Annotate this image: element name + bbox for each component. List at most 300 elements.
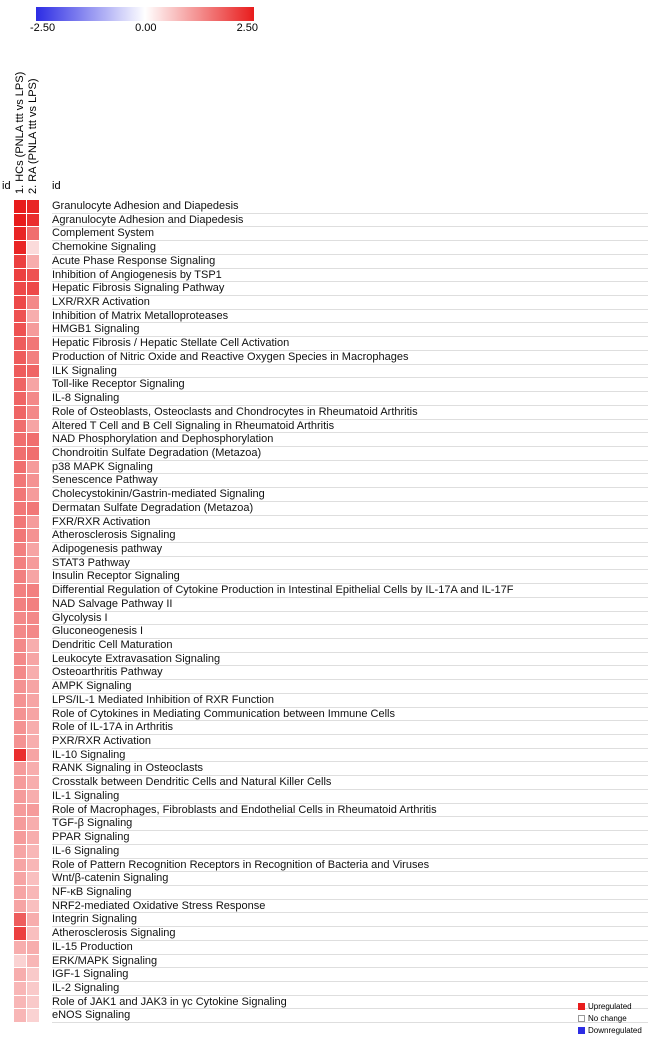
heatmap-cell[interactable] — [27, 420, 39, 433]
row-cells — [14, 392, 39, 406]
heatmap-cell[interactable] — [14, 420, 26, 433]
heatmap-cell[interactable] — [27, 474, 39, 487]
heatmap-cell[interactable] — [27, 378, 39, 391]
heatmap-cell[interactable] — [14, 708, 26, 721]
table-row — [14, 941, 648, 955]
heatmap-cell[interactable] — [27, 790, 39, 803]
legend-item-upregulated — [578, 1002, 642, 1011]
heatmap-cell[interactable] — [27, 955, 39, 968]
heatmap-cell[interactable] — [14, 968, 26, 981]
heatmap-cell[interactable] — [27, 282, 39, 295]
pathway-label: IL-1 Signaling — [52, 790, 648, 804]
row-cells — [14, 790, 39, 804]
row-cells — [14, 255, 39, 269]
heatmap-cell[interactable] — [27, 337, 39, 350]
heatmap-cell[interactable] — [14, 982, 26, 995]
heatmap-cell[interactable] — [14, 859, 26, 872]
pathway-label: AMPK Signaling — [52, 680, 648, 694]
heatmap-cell[interactable] — [27, 543, 39, 556]
pathway-label: Role of Cytokines in Mediating Communication between Immune Cells — [52, 708, 648, 722]
table-row — [14, 584, 648, 598]
table-row — [14, 433, 648, 447]
heatmap-cell[interactable] — [14, 543, 26, 556]
pathway-label: Atherosclerosis Signaling — [52, 927, 648, 941]
row-cells — [14, 214, 39, 228]
heatmap-cell[interactable] — [27, 941, 39, 954]
pathway-label: Role of Osteoblasts, Osteoclasts and Chondrocytes in Rheumatoid Arthritis — [52, 406, 648, 420]
legend-label-downregulated: Downregulated — [588, 1026, 642, 1035]
heatmap-cell[interactable] — [14, 200, 26, 213]
pathway-label: Chemokine Signaling — [52, 241, 648, 255]
pathway-label: PXR/RXR Activation — [52, 735, 648, 749]
pathway-label: Granulocyte Adhesion and Diapedesis — [52, 200, 648, 214]
no-change-swatch-icon — [578, 1015, 585, 1022]
heatmap-cell[interactable] — [14, 461, 26, 474]
heatmap-cell[interactable] — [14, 804, 26, 817]
row-cells — [14, 337, 39, 351]
heatmap-cell[interactable] — [14, 310, 26, 323]
legend-label-upregulated: Upregulated — [588, 1002, 632, 1011]
pathway-label: FXR/RXR Activation — [52, 516, 648, 530]
heatmap-cell[interactable] — [27, 968, 39, 981]
heatmap-cell[interactable] — [14, 955, 26, 968]
heatmap-cell[interactable] — [27, 365, 39, 378]
row-cells — [14, 420, 39, 434]
table-row — [14, 570, 648, 584]
heatmap-cell[interactable] — [14, 1009, 26, 1022]
heatmap-cell[interactable] — [27, 886, 39, 899]
row-cells — [14, 323, 39, 337]
heatmap-cell[interactable] — [27, 447, 39, 460]
table-row — [14, 392, 648, 406]
heatmap-cell[interactable] — [27, 516, 39, 529]
heatmap-cell[interactable] — [14, 529, 26, 542]
table-row — [14, 529, 648, 543]
pathway-label: Role of Pattern Recognition Receptors in Recognition of Bacteria and Viruses — [52, 859, 648, 873]
table-row — [14, 845, 648, 859]
pathway-label: Wnt/β-catenin Signaling — [52, 872, 648, 886]
heatmap-cell[interactable] — [14, 941, 26, 954]
row-cells — [14, 845, 39, 859]
row-cells — [14, 872, 39, 886]
row-cells — [14, 200, 39, 214]
row-cells — [14, 529, 39, 543]
pathway-label: eNOS Signaling — [52, 1009, 648, 1023]
heatmap-cell[interactable] — [14, 776, 26, 789]
heatmap-cell[interactable] — [27, 817, 39, 830]
row-cells — [14, 735, 39, 749]
pathway-label: Gluconeogenesis I — [52, 625, 648, 639]
heatmap-cell[interactable] — [27, 831, 39, 844]
row-cells — [14, 516, 39, 530]
table-row — [14, 708, 648, 722]
row-cells — [14, 570, 39, 584]
heatmap-cell[interactable] — [14, 447, 26, 460]
row-cells — [14, 461, 39, 475]
heatmap-cell[interactable] — [27, 666, 39, 679]
row-cells — [14, 557, 39, 571]
heatmap-cell[interactable] — [14, 406, 26, 419]
heatmap-cell[interactable] — [14, 996, 26, 1009]
table-row — [14, 749, 648, 763]
pathway-label: Differential Regulation of Cytokine Production in Intestinal Epithelial Cells by IL-17A and IL-17F — [52, 584, 648, 598]
row-cells — [14, 776, 39, 790]
heatmap-cell[interactable] — [27, 214, 39, 227]
pathway-label: IL-10 Signaling — [52, 749, 648, 763]
pathway-label: Acute Phase Response Signaling — [52, 255, 648, 269]
table-row — [14, 255, 648, 269]
pathway-label: NAD Phosphorylation and Dephosphorylation — [52, 433, 648, 447]
heatmap-cell[interactable] — [14, 735, 26, 748]
table-row — [14, 474, 648, 488]
row-cells — [14, 612, 39, 626]
table-row — [14, 612, 648, 626]
pathway-label: HMGB1 Signaling — [52, 323, 648, 337]
row-cells — [14, 598, 39, 612]
heatmap-cell[interactable] — [14, 612, 26, 625]
table-row — [14, 502, 648, 516]
legend-label-no-change: No change — [588, 1014, 627, 1023]
table-row — [14, 557, 648, 571]
heatmap-cell[interactable] — [27, 557, 39, 570]
pathway-label: Role of Macrophages, Fibroblasts and Endothelial Cells in Rheumatoid Arthritis — [52, 804, 648, 818]
heatmap-cell[interactable] — [14, 378, 26, 391]
table-row — [14, 351, 648, 365]
downregulated-swatch-icon — [578, 1027, 585, 1034]
row-cells — [14, 584, 39, 598]
table-row — [14, 913, 648, 927]
heatmap-cell[interactable] — [14, 433, 26, 446]
pathway-label: Role of IL-17A in Arthritis — [52, 721, 648, 735]
heatmap-cell[interactable] — [27, 488, 39, 501]
row-cells — [14, 968, 39, 982]
heatmap-cell[interactable] — [27, 996, 39, 1009]
table-row — [14, 859, 648, 873]
heatmap-cell[interactable] — [27, 612, 39, 625]
row-cells — [14, 639, 39, 653]
row-cells — [14, 474, 39, 488]
heatmap-cell[interactable] — [27, 927, 39, 940]
table-row — [14, 625, 648, 639]
heatmap-cell[interactable] — [14, 269, 26, 282]
heatmap-cell[interactable] — [14, 323, 26, 336]
row-cells — [14, 502, 39, 516]
table-row — [14, 666, 648, 680]
heatmap-cell[interactable] — [14, 927, 26, 940]
row-cells — [14, 269, 39, 283]
heatmap-body — [14, 200, 648, 1023]
row-cells — [14, 680, 39, 694]
table-row — [14, 694, 648, 708]
heatmap-cell[interactable] — [14, 845, 26, 858]
pathway-label: LPS/IL-1 Mediated Inhibition of RXR Function — [52, 694, 648, 708]
colorbar-mid-label: 0.00 — [135, 22, 157, 34]
heatmap-cell[interactable] — [14, 625, 26, 638]
pathway-label: Toll-like Receptor Signaling — [52, 378, 648, 392]
table-row — [14, 762, 648, 776]
id-header-pathways: id — [52, 180, 61, 192]
heatmap-cell[interactable] — [14, 516, 26, 529]
table-row — [14, 365, 648, 379]
table-row — [14, 790, 648, 804]
heatmap-cell[interactable] — [14, 598, 26, 611]
heatmap-cell[interactable] — [14, 680, 26, 693]
pathway-label: Inhibition of Matrix Metalloproteases — [52, 310, 648, 324]
table-row — [14, 516, 648, 530]
row-cells — [14, 694, 39, 708]
heatmap-cell[interactable] — [27, 900, 39, 913]
row-cells — [14, 351, 39, 365]
row-cells — [14, 886, 39, 900]
heatmap-cell[interactable] — [27, 529, 39, 542]
pathway-label: Altered T Cell and B Cell Signaling in Rheumatoid Arthritis — [52, 420, 648, 434]
heatmap-cell[interactable] — [27, 392, 39, 405]
row-cells — [14, 831, 39, 845]
heatmap-cell[interactable] — [27, 323, 39, 336]
row-cells — [14, 913, 39, 927]
heatmap-cell[interactable] — [27, 680, 39, 693]
table-row — [14, 269, 648, 283]
heatmap-cell[interactable] — [14, 570, 26, 583]
table-row — [14, 310, 648, 324]
pathway-label: Role of JAK1 and JAK3 in γc Cytokine Signaling — [52, 996, 648, 1010]
heatmap-cell[interactable] — [27, 913, 39, 926]
row-cells — [14, 282, 39, 296]
table-row — [14, 927, 648, 941]
table-row — [14, 982, 648, 996]
table-row — [14, 900, 648, 914]
pathway-label: Senescence Pathway — [52, 474, 648, 488]
row-cells — [14, 1009, 39, 1023]
row-cells — [14, 927, 39, 941]
legend-item-downregulated — [578, 1026, 642, 1035]
table-row — [14, 886, 648, 900]
pathway-label: Cholecystokinin/Gastrin-mediated Signaling — [52, 488, 648, 502]
row-cells — [14, 365, 39, 379]
heatmap-cell[interactable] — [27, 708, 39, 721]
heatmap-cell[interactable] — [27, 406, 39, 419]
heatmap-cell[interactable] — [27, 694, 39, 707]
row-cells — [14, 666, 39, 680]
pathway-label: Dermatan Sulfate Degradation (Metazoa) — [52, 502, 648, 516]
table-row — [14, 241, 648, 255]
table-row — [14, 488, 648, 502]
heatmap-cell[interactable] — [27, 1009, 39, 1022]
heatmap-cell[interactable] — [14, 474, 26, 487]
colorbar-labels — [30, 22, 258, 34]
row-cells — [14, 996, 39, 1010]
heatmap-cell[interactable] — [27, 872, 39, 885]
heatmap-cell[interactable] — [14, 365, 26, 378]
table-row — [14, 831, 648, 845]
pathway-label: NAD Salvage Pathway II — [52, 598, 648, 612]
table-row — [14, 639, 648, 653]
pathway-label: IL-8 Signaling — [52, 392, 648, 406]
heatmap-cell[interactable] — [14, 296, 26, 309]
heatmap-cell[interactable] — [14, 749, 26, 762]
pathway-label: Leukocyte Extravasation Signaling — [52, 653, 648, 667]
heatmap-cell[interactable] — [14, 900, 26, 913]
heatmap-cell[interactable] — [27, 749, 39, 762]
heatmap-cell[interactable] — [27, 639, 39, 652]
table-row — [14, 872, 648, 886]
table-row — [14, 804, 648, 818]
pathway-label: IGF-1 Signaling — [52, 968, 648, 982]
heatmap-cell[interactable] — [27, 433, 39, 446]
heatmap-cell[interactable] — [27, 241, 39, 254]
row-cells — [14, 653, 39, 667]
heatmap-cell[interactable] — [14, 584, 26, 597]
heatmap-cell[interactable] — [27, 598, 39, 611]
table-row — [14, 680, 648, 694]
table-row — [14, 214, 648, 228]
heatmap-cell[interactable] — [14, 282, 26, 295]
pathway-label: RANK Signaling in Osteoclasts — [52, 762, 648, 776]
id-header-columns: id — [2, 180, 11, 192]
heatmap-cell[interactable] — [14, 790, 26, 803]
row-cells — [14, 900, 39, 914]
pathway-label: IL-2 Signaling — [52, 982, 648, 996]
heatmap-cell[interactable] — [27, 584, 39, 597]
pathway-label: NRF2-mediated Oxidative Stress Response — [52, 900, 648, 914]
heatmap-cell[interactable] — [14, 337, 26, 350]
upregulated-swatch-icon — [578, 1003, 585, 1010]
row-cells — [14, 817, 39, 831]
heatmap-cell[interactable] — [14, 762, 26, 775]
pathway-label: ILK Signaling — [52, 365, 648, 379]
pathway-label: LXR/RXR Activation — [52, 296, 648, 310]
heatmap-cell[interactable] — [14, 886, 26, 899]
row-cells — [14, 296, 39, 310]
heatmap-cell[interactable] — [27, 269, 39, 282]
table-row — [14, 447, 648, 461]
heatmap-cell[interactable] — [14, 666, 26, 679]
pathway-label: Chondroitin Sulfate Degradation (Metazoa) — [52, 447, 648, 461]
heatmap-cell[interactable] — [27, 845, 39, 858]
table-row — [14, 406, 648, 420]
heatmap-cell[interactable] — [27, 296, 39, 309]
table-row — [14, 735, 648, 749]
heatmap-cell[interactable] — [27, 859, 39, 872]
pathway-label: Glycolysis I — [52, 612, 648, 626]
heatmap-cell[interactable] — [27, 653, 39, 666]
heatmap-cell[interactable] — [14, 392, 26, 405]
row-cells — [14, 227, 39, 241]
column-header-ra: 2. RA (PNLA ttt vs LPS) — [27, 78, 39, 194]
pathway-label: Complement System — [52, 227, 648, 241]
table-row — [14, 653, 648, 667]
heatmap-cell[interactable] — [14, 502, 26, 515]
table-row — [14, 721, 648, 735]
table-row — [14, 996, 648, 1010]
row-cells — [14, 310, 39, 324]
row-cells — [14, 406, 39, 420]
heatmap-cell[interactable] — [27, 227, 39, 240]
table-row — [14, 227, 648, 241]
heatmap-cell[interactable] — [27, 776, 39, 789]
heatmap-cell[interactable] — [27, 461, 39, 474]
heatmap-cell[interactable] — [27, 351, 39, 364]
heatmap-cell[interactable] — [27, 310, 39, 323]
heatmap-cell[interactable] — [14, 557, 26, 570]
heatmap-cell[interactable] — [14, 639, 26, 652]
pathway-label: Integrin Signaling — [52, 913, 648, 927]
heatmap-cell[interactable] — [27, 721, 39, 734]
row-cells — [14, 859, 39, 873]
heatmap-cell[interactable] — [14, 913, 26, 926]
legend — [578, 1002, 642, 1035]
pathway-label: PPAR Signaling — [52, 831, 648, 845]
heatmap-cell[interactable] — [27, 625, 39, 638]
pathway-label: Adipogenesis pathway — [52, 543, 648, 557]
colorbar-gradient — [36, 7, 254, 21]
row-cells — [14, 749, 39, 763]
heatmap-cell[interactable] — [27, 762, 39, 775]
heatmap-cell[interactable] — [14, 653, 26, 666]
heatmap-cell[interactable] — [27, 255, 39, 268]
pathway-label: Osteoarthritis Pathway — [52, 666, 648, 680]
pathway-label: NF-κB Signaling — [52, 886, 648, 900]
pathway-label: IL-6 Signaling — [52, 845, 648, 859]
pathway-label: Dendritic Cell Maturation — [52, 639, 648, 653]
table-row — [14, 955, 648, 969]
heatmap-cell[interactable] — [27, 982, 39, 995]
row-cells — [14, 804, 39, 818]
row-cells — [14, 447, 39, 461]
heatmap-cell[interactable] — [14, 351, 26, 364]
heatmap-cell[interactable] — [14, 817, 26, 830]
row-cells — [14, 941, 39, 955]
heatmap-cell[interactable] — [14, 255, 26, 268]
table-row — [14, 200, 648, 214]
colorbar-max-label: 2.50 — [236, 22, 258, 34]
row-cells — [14, 762, 39, 776]
heatmap-cell[interactable] — [14, 488, 26, 501]
row-cells — [14, 378, 39, 392]
heatmap-cell[interactable] — [27, 570, 39, 583]
heatmap-cell[interactable] — [14, 241, 26, 254]
heatmap-cell[interactable] — [14, 214, 26, 227]
heatmap-cell[interactable] — [27, 804, 39, 817]
row-cells — [14, 241, 39, 255]
row-cells — [14, 433, 39, 447]
table-row — [14, 817, 648, 831]
table-row — [14, 543, 648, 557]
heatmap-cell[interactable] — [27, 502, 39, 515]
pathway-label: Atherosclerosis Signaling — [52, 529, 648, 543]
row-cells — [14, 708, 39, 722]
pathway-label: Production of Nitric Oxide and Reactive Oxygen Species in Macrophages — [52, 351, 648, 365]
heatmap-cell[interactable] — [27, 200, 39, 213]
heatmap-cell[interactable] — [14, 694, 26, 707]
pathway-label: Crosstalk between Dendritic Cells and Natural Killer Cells — [52, 776, 648, 790]
table-row — [14, 1009, 648, 1023]
heatmap-cell[interactable] — [27, 735, 39, 748]
pathway-label: Hepatic Fibrosis Signaling Pathway — [52, 282, 648, 296]
pathway-label: IL-15 Production — [52, 941, 648, 955]
heatmap-cell[interactable] — [14, 831, 26, 844]
pathway-label: TGF-β Signaling — [52, 817, 648, 831]
heatmap-cell[interactable] — [14, 721, 26, 734]
row-cells — [14, 721, 39, 735]
column-header-hcs: 1. HCs (PNLA ttt vs LPS) — [14, 71, 26, 194]
row-cells — [14, 488, 39, 502]
colorbar-min-label: -2.50 — [30, 22, 56, 34]
heatmap-cell[interactable] — [14, 227, 26, 240]
pathway-label: Hepatic Fibrosis / Hepatic Stellate Cell Activation — [52, 337, 648, 351]
heatmap-cell[interactable] — [14, 872, 26, 885]
table-row — [14, 296, 648, 310]
